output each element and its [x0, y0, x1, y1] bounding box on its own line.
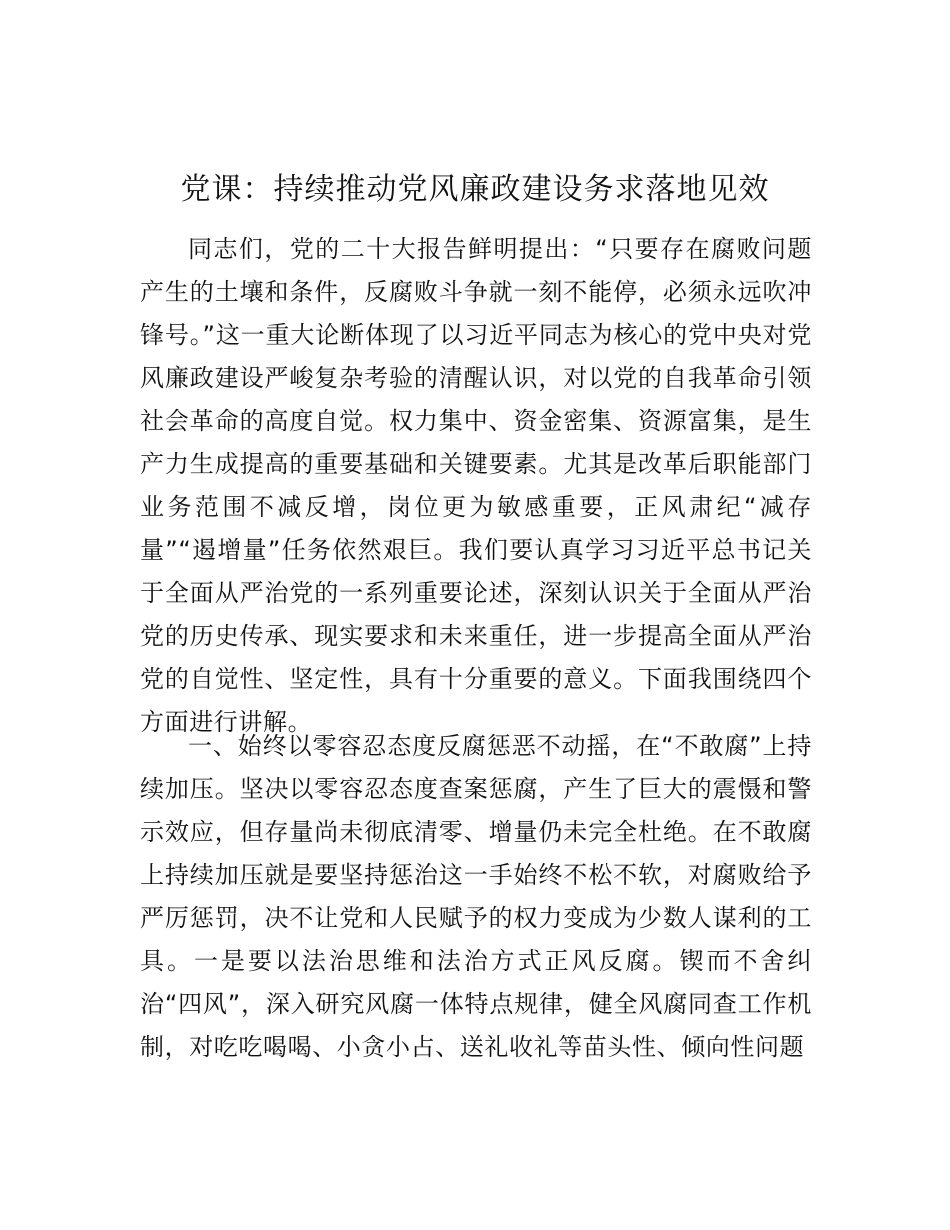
paragraph-section-one: 一、始终以零容忍态度反腐惩恶不动摇，在“不敢腐”上持续加压。坚决以零容忍态度查案惩腐，产生了巨大的震慑和警示效应，但存量尚未彻底清零、增量仍未完全杜绝。在不敢腐上持续加压就是要坚持惩治这一手始终不松不软，对腐败给予严厉惩罚，决不让党和人民赋予的权力变成为少数人谋利的工具。一是要以法治思维和法治方式正风反腐。锲而不舍纠治“四风”，深入研究风腐一体特点规律，健全风腐同查工作机制，对吃吃喝喝、小贪小占、送礼收礼等苗头性、倾向性问题: [140, 732, 812, 1061]
paragraph-intro: 同志们，党的二十大报告鲜明提出：“只要存在腐败问题产生的土壤和条件，反腐败斗争就一刻不能停，必须永远吹冲锋号。”这一重大论断体现了以习近平同志为核心的党中央对党风廉政建设严峻复杂考验的清醒认识，对以党的自我革命引领社会革命的高度自觉。权力集中、资金密集、资源富集，是生产力生成提高的重要基础和关键要素。尤其是改革后职能部门业务范围不减反增，岗位更为敏感重要，正风肃纪“减存量”“遏增量”任务依然艰巨。我们要认真学习习近平总书记关于全面从严治党的一系列重要论述，深刻认识关于全面从严治党的历史传承、现实要求和未来重任，进一步提高全面从严治党的自觉性、坚定性，具有十分重要的意义。下面我围绕四个方面进行讲解。: [140, 235, 812, 736]
document-title: 党课：持续推动党风廉政建设务求落地见效: [180, 172, 770, 207]
